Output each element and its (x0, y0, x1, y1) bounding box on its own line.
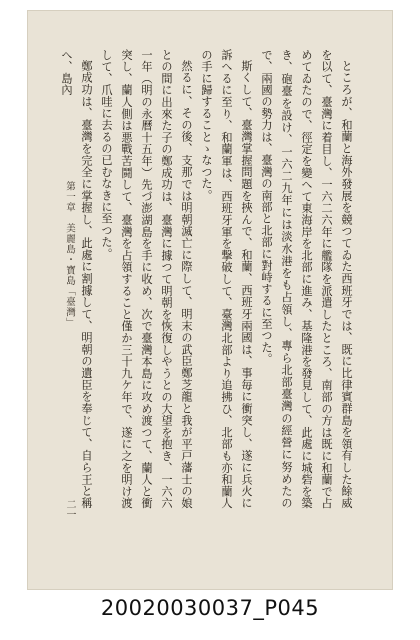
paragraph-4: 鄭成功は、臺灣を完全に掌握し、此處に割據して、明朝の遺臣を奉じて、自ら王と稱へ、島內 (60, 49, 93, 509)
paragraph-3: 然るに、その後、支那では明朝滅亡に際して、明末の武臣鄭芝龍と我が平戸藩士の娘との間に出來た子の鄭成功は、臺灣に據つて明朝を恢復しやうとの大望を抱き、一六六一年（明の永曆十五年）先づ澎湖島を手に收め、次で臺灣本島に攻め渡つて、蘭人と衝突し、蘭人側は悪戰苦鬪して、臺灣を占領すること僅か三十九ケ年で、遂に之を明け渡して、爪哇に去るの已むなきに至つた。 (100, 49, 193, 509)
paragraph-2: 斯くして、臺灣掌握問題を挾んで、和蘭、西班牙兩國は、事毎に衝突し、遂に兵火に訴へるに至り、和蘭軍は、西班牙軍を撃破して、臺灣北部より追拂ひ、北部も亦和蘭人の手に歸することゝなつた。 (200, 49, 253, 509)
paragraph-1: ところが、和蘭と海外發展を競つてゐた西班牙では、既に比律賓群島を領有した餘威を以て、臺灣に着目し、一六二六年に艦隊を派遣したところ、南部の方は既に和蘭で占めてゐたので、徑定を變へて東海岸を北部に進み、基隆港を發見して、此處に城砦を築き、砲臺を設け、一六二九年には淡水港をも占領し、專ら北部臺灣の經營に努めたので、兩國の勢力は、臺灣の南部と北部に對峙するに至つた。 (260, 49, 353, 509)
archive-caption: 20020030037_P045 (100, 596, 320, 620)
book-page (27, 10, 393, 590)
chapter-footer: 第一章 美麗島・寶島「臺灣」 (64, 181, 75, 328)
page-number: 二一 (64, 499, 75, 519)
